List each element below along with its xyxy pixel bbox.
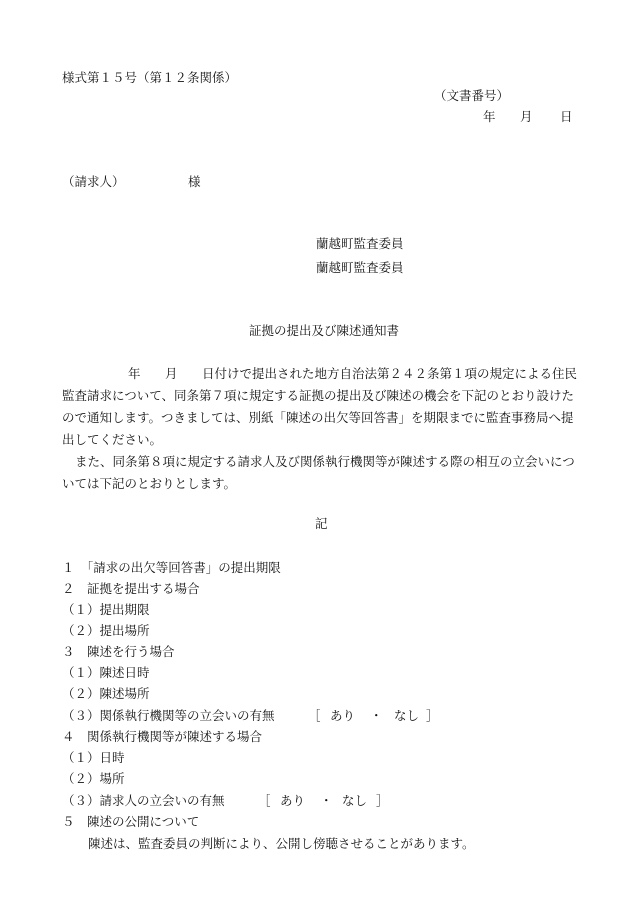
choice-open-bracket-2: ［ <box>258 793 271 808</box>
sender-2: 蘭越町監査委員 <box>316 260 404 275</box>
ki-heading: 記 <box>315 516 328 531</box>
choice-yes-2[interactable]: あり <box>280 793 306 808</box>
body-line-6: いては下記のとおりとします。 <box>62 476 237 491</box>
item-2-2: （２）提出場所 <box>62 623 150 638</box>
document-title: 証拠の提出及び陳述通知書 <box>249 323 400 338</box>
choice-close-bracket-2: ］ <box>376 793 389 808</box>
item-4-3: （３）請求人の立会いの有無 <box>62 793 225 808</box>
form-number: 様式第１５号（第１２条関係） <box>62 70 238 85</box>
body-line-4: 出してください。 <box>62 432 163 447</box>
item-3: ３ 陳述を行う場合 <box>62 644 175 659</box>
date-day: 日 <box>560 109 573 124</box>
item-2-1: （１）提出期限 <box>62 602 150 617</box>
choice-close-bracket-1: ］ <box>426 708 439 723</box>
choice-dot-2: ・ <box>320 793 333 808</box>
item-4-1: （１）日時 <box>62 750 125 765</box>
item-5: ５ 陳述の公開について <box>62 814 200 829</box>
body-line-5: また、同条第８項に規定する請求人及び関係執行機関等が陳述する際の相互の立会いにつ <box>75 454 575 469</box>
item-3-3: （３）関係執行機関等の立会いの有無 <box>62 708 275 723</box>
addressee-honorific: 様 <box>188 174 201 189</box>
item-4: ４ 関係執行機関等が陳述する場合 <box>62 729 263 744</box>
item-5-text: 陳述は、監査委員の判断により、公開し傍聴させることがあります。 <box>88 836 475 851</box>
item-4-2: （２）場所 <box>62 771 125 786</box>
item-2: ２ 証拠を提出する場合 <box>62 581 200 596</box>
date-month: 月 <box>520 109 533 124</box>
body-year: 年 <box>128 366 141 381</box>
addressee-name: （請求人） <box>62 174 125 189</box>
choice-no-1[interactable]: なし <box>394 708 420 723</box>
date-year: 年 <box>483 109 496 124</box>
choice-yes-1[interactable]: あり <box>330 708 356 723</box>
body-month: 月 <box>165 366 178 381</box>
body-line-3: ので通知します。つきましては、別紙「陳述の出欠等回答書」を期限までに監査事務局へ提 <box>62 410 574 425</box>
sender-1: 蘭越町監査委員 <box>316 236 404 251</box>
document-number: （文書番号） <box>434 88 510 103</box>
choice-no-2[interactable]: なし <box>342 793 368 808</box>
item-1: １ 「請求の出欠等回答書」の提出期限 <box>62 560 281 575</box>
item-3-1: （１）陳述日時 <box>62 665 150 680</box>
choice-dot-1: ・ <box>370 708 383 723</box>
body-line-2: 監査請求について、同条第７項に規定する証拠の提出及び陳述の機会を下記のとおり設けた <box>62 388 575 403</box>
choice-open-bracket-1: ［ <box>308 708 321 723</box>
body-line-1: 日付けで提出された地方自治法第２４２条第１項の規定による住民 <box>202 366 578 381</box>
item-3-2: （２）陳述場所 <box>62 686 150 701</box>
